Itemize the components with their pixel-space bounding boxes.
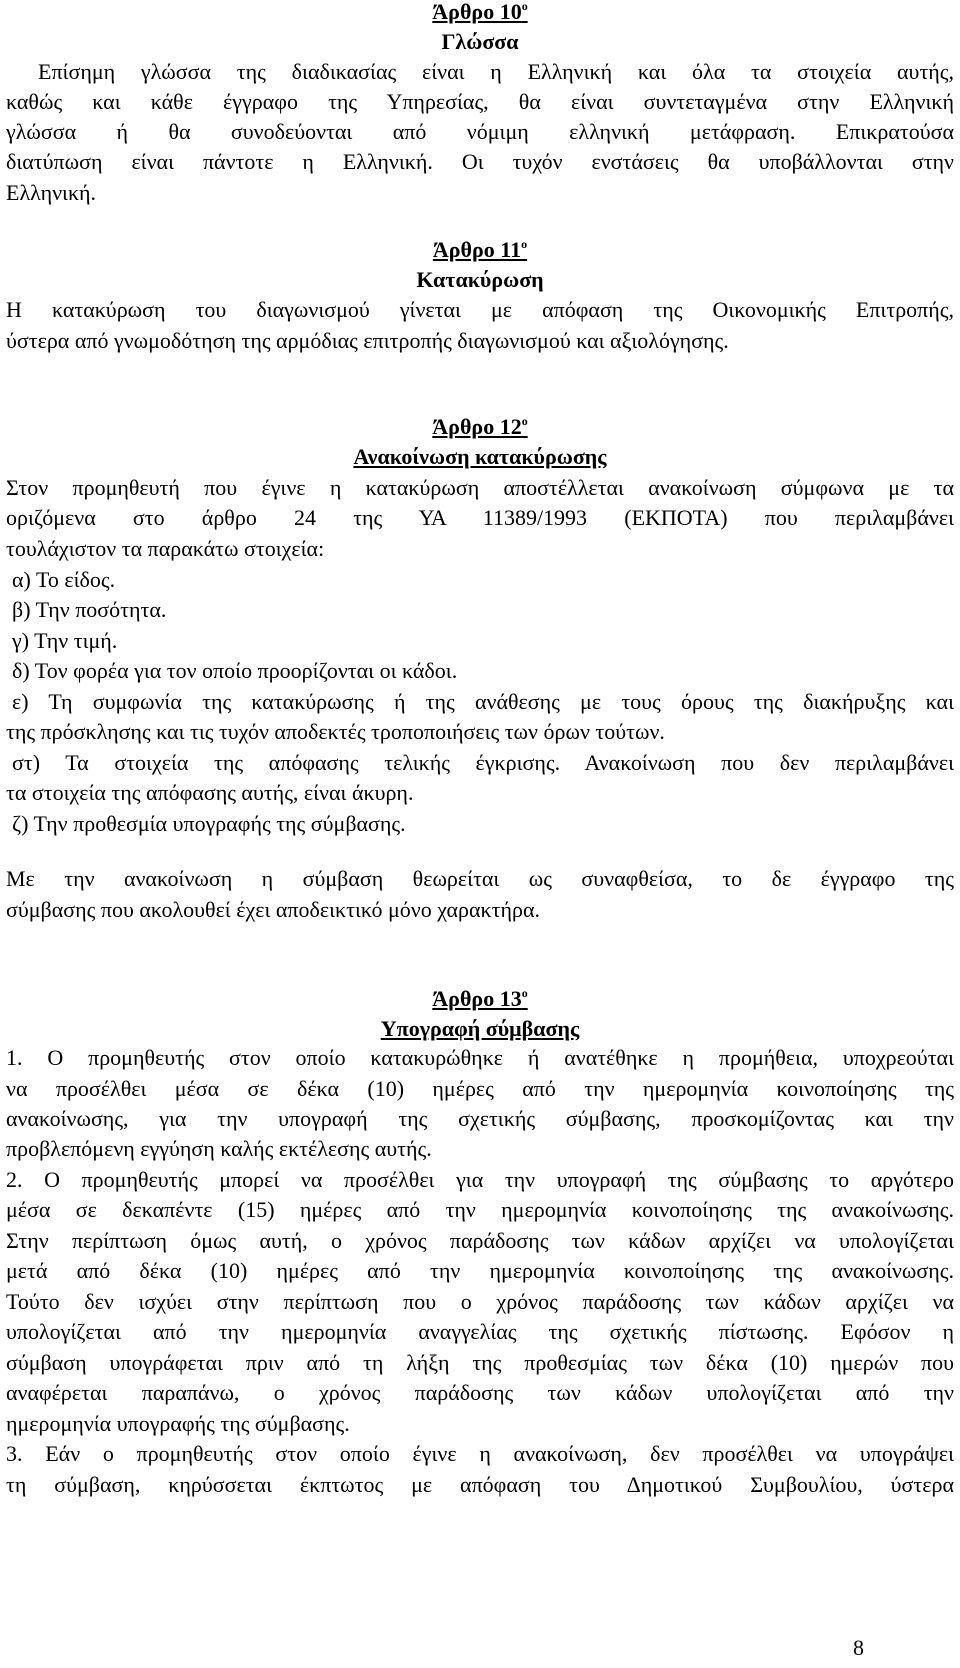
list-item: δ) Τον φορέα για τον οποίο προορίζονται οι κάδοι. xyxy=(12,658,458,683)
paragraph-line: Η κατακύρωση του διαγωνισμού γίνεται με απόφαση της Οικονομικής Επιτροπής, xyxy=(6,297,954,322)
article-10-title: Άρθρο $10^o$ xyxy=(432,0,528,24)
paragraph-line: της πρόσκλησης και τις τυχόν αποδεκτές τροποποιήσεις των όρων τούτων. xyxy=(6,719,665,744)
page-number: 8 xyxy=(853,1635,864,1660)
paragraph-line: Με την ανακοίνωση η σύμβαση θεωρείται ως συναφθείσα, το δε έγγραφο της xyxy=(6,866,954,891)
paragraph-line: μέσα σε δεκαπέντε (15) ημέρες από την ημερομηνία κοινοποίησης της ανακοίνωσης. xyxy=(6,1197,954,1222)
list-item: β) Την ποσότητα. xyxy=(12,597,167,622)
paragraph-line: τη σύμβαση, κηρύσσεται έκπτωτος με απόφαση του Δημοτικού Συμβουλίου, ύστερα xyxy=(6,1472,954,1497)
article-11-subtitle: Κατακύρωση xyxy=(416,267,544,292)
article-11-heading xyxy=(0,235,960,295)
paragraph-line: Επίσημη γλώσσα της διαδικασίας είναι η Ελληνική και όλα τα στοιχεία αυτής, xyxy=(38,59,954,84)
article-10-heading xyxy=(0,0,960,57)
paragraph-line: Στον προμηθευτή που έγινε η κατακύρωση αποστέλλεται ανακοίνωση σύμφωνα με τα xyxy=(6,475,954,500)
paragraph-line: Τούτο δεν ισχύει στην περίπτωση που ο χρόνος παράδοσης των κάδων αρχίζει να xyxy=(6,1289,954,1314)
list-item: γ) Την τιμή. xyxy=(12,628,118,653)
paragraph-line: τουλάχιστον τα παρακάτω στοιχεία: xyxy=(6,536,325,561)
article-13-subtitle: Υπογραφή σύμβασης xyxy=(380,1016,580,1041)
article-10-subtitle: Γλώσσα xyxy=(441,29,519,54)
article-13-heading xyxy=(0,984,960,1044)
paragraph-line: ύστερα από γνωμοδότηση της αρμόδιας επιτροπής διαγωνισμού και αξιολόγησης. xyxy=(6,328,729,353)
article-12-subtitle: Ανακοίνωση κατακύρωσης xyxy=(353,444,607,469)
article-12-heading xyxy=(0,412,960,472)
article-11-title: Άρθρο $11^o$ xyxy=(432,237,528,262)
list-item: ε) Τη συμφωνία της κατακύρωσης ή της ανάθεσης με τους όρους της διακήρυξης και xyxy=(12,689,954,714)
paragraph-line: ημερομηνία υπογραφής της σύμβασης. xyxy=(6,1411,350,1436)
paragraph-line: σύμβασης που ακολουθεί έχει αποδεικτικό μόνο χαρακτήρα. xyxy=(6,897,540,922)
paragraph-line: καθώς και κάθε έγγραφο της Υπηρεσίας, θα είναι συντεταγμένα στην Ελληνική xyxy=(6,89,954,114)
paragraph-line: υπολογίζεται από την ημερομηνία αναγγελίας της σχετικής πίστωσης. Εφόσον η xyxy=(6,1319,954,1344)
list-item: στ) Τα στοιχεία της απόφασης τελικής έγκρισης. Ανακοίνωση που δεν περιλαμβάνει xyxy=(12,750,954,775)
paragraph-line: Ελληνική. xyxy=(6,180,97,205)
article-12-title: Άρθρο $12^o$ xyxy=(432,414,528,439)
article-13-title: Άρθρο $13^o$ xyxy=(432,986,528,1011)
paragraph-line: 1. Ο προμηθευτής στον οποίο κατακυρώθηκε ή ανατέθηκε η προμήθεια, υποχρεούται xyxy=(6,1045,954,1070)
paragraph-line: τα στοιχεία της απόφασης αυτής, είναι άκυρη. xyxy=(6,780,414,805)
list-item: α) Το είδος. xyxy=(12,567,116,592)
paragraph-line: σύμβαση υπογράφεται πριν από τη λήξη της προθεσμίας των δέκα (10) ημερών που xyxy=(6,1350,954,1375)
paragraph-line: οριζόμενα στο άρθρο 24 της ΥΑ 11389/1993 (ΕΚΠΟΤΑ) που περιλαμβάνει xyxy=(6,505,954,530)
paragraph-line: μετά από δέκα (10) ημέρες από την ημερομηνία κοινοποίησης της ανακοίνωσης. xyxy=(6,1258,954,1283)
paragraph-line: ανακοίνωσης, για την υπογραφή της σχετικής σύμβασης, προσκομίζοντας και την xyxy=(6,1106,954,1131)
paragraph-line: 3. Εάν ο προμηθευτής στον οποίο έγινε η ανακοίνωση, δεν προσέλθει να υπογράψει xyxy=(6,1441,954,1466)
paragraph-line: προβλεπόμενη εγγύηση καλής εκτέλεσης αυτής. xyxy=(6,1136,432,1161)
paragraph-line: αναφέρεται παραπάνω, ο χρόνος παράδοσης των κάδων υπολογίζεται από την xyxy=(6,1380,954,1405)
paragraph-line: να προσέλθει μέσα σε δέκα (10) ημέρες από την ημερομηνία κοινοποίησης της xyxy=(6,1076,954,1101)
paragraph-line: γλώσσα ή θα συνοδεύονται από νόμιμη ελληνική μετάφραση. Επικρατούσα xyxy=(6,119,954,144)
paragraph-line: διατύπωση είναι πάντοτε η Ελληνική. Οι τυχόν ενστάσεις θα υποβάλλονται στην xyxy=(6,149,954,174)
paragraph-line: 2. Ο προμηθευτής μπορεί να προσέλθει για την υπογραφή της σύμβασης το αργότερο xyxy=(6,1167,954,1192)
paragraph-line: Στην περίπτωση όμως αυτή, ο χρόνος παράδοσης των κάδων αρχίζει να υπολογίζεται xyxy=(6,1228,954,1253)
list-item: ζ) Την προθεσμία υπογραφής της σύμβασης. xyxy=(12,811,406,836)
